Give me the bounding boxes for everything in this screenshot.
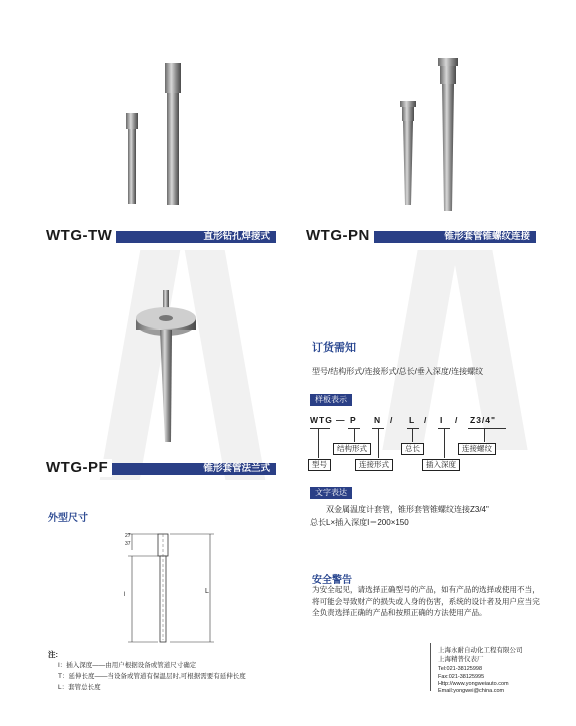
product-desc: 锥形套管法兰式 xyxy=(203,463,270,474)
product-image-wtg-pn xyxy=(395,55,475,215)
connector xyxy=(412,428,413,442)
product-bar-wtg-pf xyxy=(46,459,276,476)
note-item: L：套管总长度 xyxy=(58,684,101,691)
connector xyxy=(354,428,355,442)
order-title: 订货需知 xyxy=(312,342,356,354)
company-name-1: 上海永耐自动化工程有限公司 xyxy=(438,647,523,654)
safety-title: 安全警告 xyxy=(312,575,352,586)
product-model: WTG-PN xyxy=(306,227,374,245)
sample-code-l: L xyxy=(409,415,416,425)
sample-code-slash: / xyxy=(390,415,394,425)
dimension-drawing xyxy=(110,520,230,650)
label-connection: 连接形式 xyxy=(355,459,393,471)
connector xyxy=(378,428,379,458)
dim-L-label: L xyxy=(205,588,209,595)
company-website-link[interactable]: Http://www.yongweiauto.com xyxy=(438,681,509,687)
text-tag: 文字表达 xyxy=(310,487,352,499)
product-desc: 锥形套管锥螺纹连接 xyxy=(444,231,530,242)
company-tel: Tel:021-38125998 xyxy=(438,666,483,672)
connector xyxy=(318,428,319,458)
product-bar-wtg-tw xyxy=(46,227,276,244)
dim-27: 27 xyxy=(125,533,131,539)
product-model: WTG-PF xyxy=(46,459,112,477)
product-desc: 直形钻孔焊接式 xyxy=(203,231,270,242)
order-fields: 型号/结构形式/连接形式/总长/垂入深度/连接螺纹 xyxy=(312,367,484,376)
sample-code-n: N xyxy=(374,415,382,425)
sample-code-slash: / xyxy=(455,415,459,425)
product-image-wtg-pf xyxy=(125,290,215,450)
connector xyxy=(484,428,485,442)
notes-title: 注: xyxy=(48,650,58,659)
company-name-2: 上海精普仪表厂 xyxy=(438,656,484,663)
connector xyxy=(444,428,445,458)
note-item: T：延伸长度——当设备或管道有保温层时,可根据需要有延伸长度 xyxy=(58,673,246,680)
label-thread: 连接螺纹 xyxy=(458,443,496,455)
safety-body: 为安全起见，请选择正确型号的产品，如有产品的选择或使用不当，将可能会导致财产的损失或人身的伤害，系统的设计者及用户应当完全负责选择正确的产品和按照正确的方法使用产品。 xyxy=(312,585,540,617)
underline xyxy=(407,428,419,429)
sample-code-wtg: WTG xyxy=(310,415,333,425)
note-item: I：插入深度——由用户根据设备或管道尺寸确定 xyxy=(58,662,197,669)
label-model: 型号 xyxy=(308,459,331,471)
text-line-2: 总长L×插入深度I＝200×150 xyxy=(310,518,409,527)
sample-code-thread: Z3/4" xyxy=(470,415,497,425)
sample-tag: 样板表示 xyxy=(310,394,352,406)
company-fax: Fax:021-38125995 xyxy=(438,674,485,680)
product-image-wtg-tw xyxy=(110,60,200,210)
label-insert-depth: 插入深度 xyxy=(422,459,460,471)
product-bar-wtg-pn xyxy=(306,227,536,244)
sample-code-dash: — xyxy=(336,415,346,425)
dimensions-title: 外型尺寸 xyxy=(48,513,88,524)
sample-code-i: I xyxy=(440,415,444,425)
sample-code-slash: / xyxy=(424,415,428,425)
company-divider xyxy=(430,643,431,691)
watermark-band xyxy=(382,250,457,450)
dim-37: 37 xyxy=(125,541,131,547)
underline xyxy=(468,428,506,429)
dim-l-label: l xyxy=(124,592,126,598)
underline xyxy=(310,428,330,429)
label-total-length: 总长 xyxy=(401,443,424,455)
product-model: WTG-TW xyxy=(46,227,116,245)
text-line-1: 双金属温度计套管，锥形套管锥螺纹连接Z3/4" xyxy=(326,505,489,514)
label-structure: 结构形式 xyxy=(333,443,371,455)
company-email-link[interactable]: Email:yongwei@china.com xyxy=(438,688,505,694)
sample-code-p: P xyxy=(350,415,357,425)
